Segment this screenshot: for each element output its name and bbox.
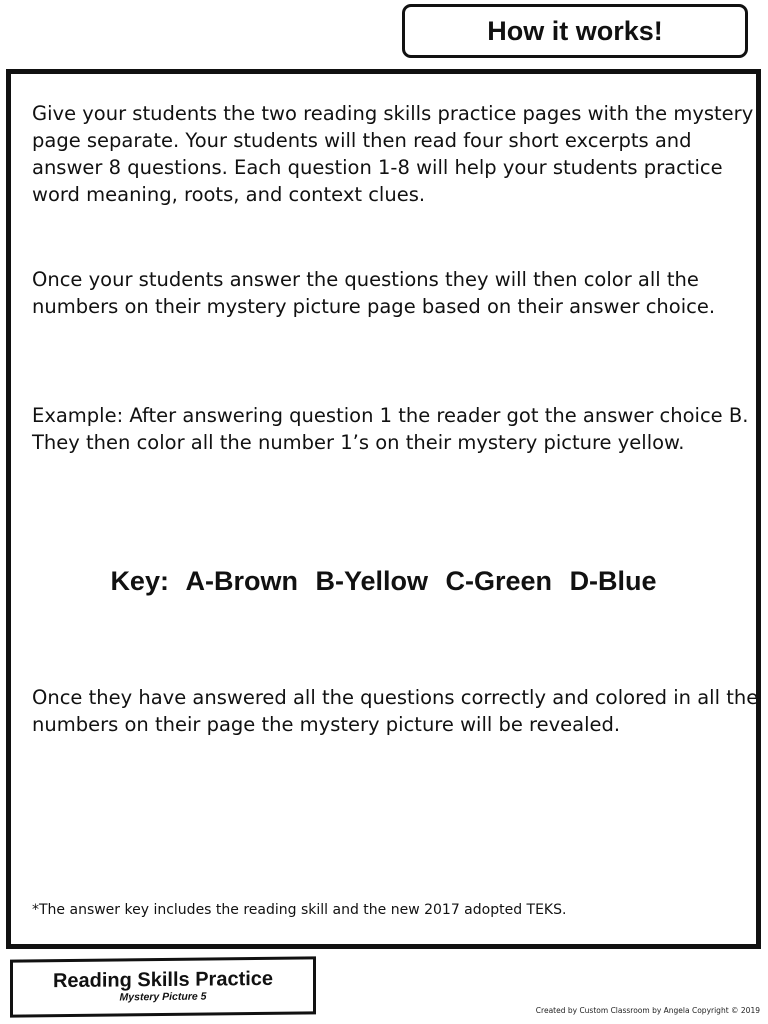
product-title-plate [10,956,316,1017]
color-key-d: D-Blue [569,566,657,596]
product-title: Reading Skills Practice [52,967,274,993]
color-key-b: B-Yellow [315,566,428,596]
how-it-works-header [402,4,748,58]
instruction-paragraph-1: Give your students the two reading skills practice pages with the mystery page separate. Your students will then read four short excerpts and answer 8 questions. Each question 1-8 will help your students practice word meaning, roots, and context clues. [32,102,754,206]
answer-key-footnote: *The answer key includes the reading skill and the new 2017 adopted TEKS. [32,902,567,918]
instructions-box [6,69,761,949]
instruction-paragraph-2: Once your students answer the questions they will then color all the numbers on their mystery picture page based on their answer choice. [32,268,716,318]
reveal-paragraph: Once they have answered all the questions correctly and colored in all the numbers on their page the mystery picture will be revealed. [32,686,759,736]
color-key-a: A-Brown [185,566,298,596]
color-key [11,566,756,597]
header-title: How it works! [487,15,663,46]
color-key-c: C-Green [445,566,553,596]
color-key-label: Key: [110,566,169,596]
example-paragraph: Example: After answering question 1 the reader got the answer choice B. They then color all the number 1’s on their mystery picture yellow. [32,404,749,454]
copyright-notice: Created by Custom Classroom by Angela Copyright © 2019 [535,1006,760,1015]
product-subtitle: Mystery Picture 5 [119,990,207,1004]
